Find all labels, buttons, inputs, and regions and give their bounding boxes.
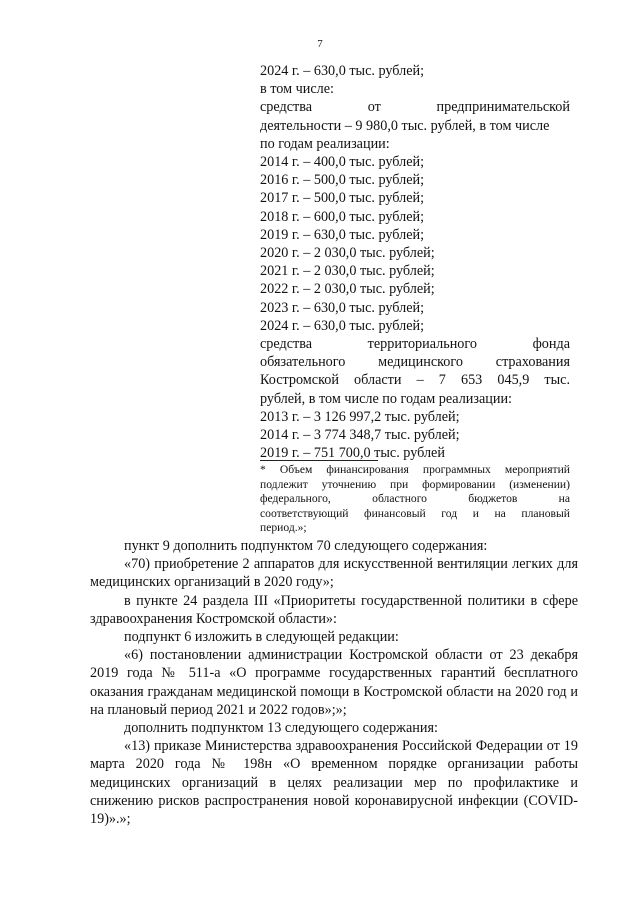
funding-line: 2022 г. – 2 030,0 тыс. рублей; — [260, 281, 435, 298]
footnote-separator — [260, 460, 378, 461]
funding-line: 2017 г. – 500,0 тыс. рублей; — [260, 190, 425, 207]
footnote — [260, 463, 570, 536]
funding-line: 2023 г. – 630,0 тыс. рублей; — [260, 299, 425, 316]
paragraph: «6) постановлении администрации Костромской области от 23 декабря 2019 года № 511-а «О программе государственных гарантий бесплатного оказания гражданам медицинской помощи в Костромской области на 2020 год и на плановый период 2021 и 2022 годов»;»; — [90, 647, 578, 718]
funding-line: 2014 г. – 400,0 тыс. рублей; — [260, 154, 425, 171]
footnote-line: период.»; — [260, 521, 307, 535]
funding-column — [260, 62, 570, 462]
funding-line: обязательного медицинского страхования — [260, 354, 570, 371]
page-number: 7 — [317, 38, 323, 50]
footnote-line: соответствующий финансовый год и на плановый — [260, 506, 570, 520]
paragraph: «13) приказе Министерства здравоохранения Российской Федерации от 19 марта 2020 года № 198н «О временном порядке организации работы медицинских организаций в целях реализации мер по профилактике и снижению рисков распространения новой коронавирусной инфекции (COVID-19)».»; — [90, 738, 578, 828]
funding-line: деятельности – 9 980,0 тыс. рублей, в том числе — [260, 117, 550, 134]
paragraph: «70) приобретение 2 аппаратов для искусственной вентиляции легких для медицинских организаций в 2020 году»; — [90, 556, 578, 591]
paragraph: в пункте 24 раздела III «Приоритеты государственной политики в сфере здравоохранения Костромской области»: — [90, 592, 578, 627]
funding-line: рублей, в том числе по годам реализации: — [260, 390, 512, 407]
funding-line: 2018 г. – 600,0 тыс. рублей; — [260, 208, 425, 225]
paragraph: подпункт 6 изложить в следующей редакции: — [124, 629, 399, 646]
funding-line: в том числе: — [260, 81, 334, 98]
funding-line: 2014 г. – 3 774 348,7 тыс. рублей; — [260, 427, 460, 444]
funding-line: средства от предпринимательской — [260, 99, 570, 116]
funding-line: Костромской области – 7 653 045,9 тыс. — [260, 372, 570, 389]
funding-line: 2024 г. – 630,0 тыс. рублей; — [260, 63, 425, 79]
footnote-line: федерального, областного бюджетов на — [260, 492, 570, 506]
funding-line: 2021 г. – 2 030,0 тыс. рублей; — [260, 263, 435, 280]
funding-line: по годам реализации: — [260, 135, 390, 152]
document-body — [90, 537, 578, 828]
footnote-line: * Объем финансирования программных мероприятий — [260, 463, 570, 476]
funding-line: 2024 г. – 630,0 тыс. рублей; — [260, 317, 425, 334]
paragraph: пункт 9 дополнить подпунктом 70 следующего содержания: — [124, 538, 488, 554]
funding-line: 2019 г. – 751 700,0 тыс. рублей — [260, 445, 445, 462]
funding-line: 2020 г. – 2 030,0 тыс. рублей; — [260, 245, 435, 262]
funding-line: 2013 г. – 3 126 997,2 тыс. рублей; — [260, 408, 460, 425]
funding-line: 2016 г. – 500,0 тыс. рублей; — [260, 172, 425, 189]
footnote-line: подлежит уточнению при формировании (изменении) — [260, 477, 570, 491]
paragraph: дополнить подпунктом 13 следующего содержания: — [124, 720, 438, 737]
funding-line: 2019 г. – 630,0 тыс. рублей; — [260, 226, 425, 243]
funding-line: средства территориального фонда — [260, 336, 570, 353]
